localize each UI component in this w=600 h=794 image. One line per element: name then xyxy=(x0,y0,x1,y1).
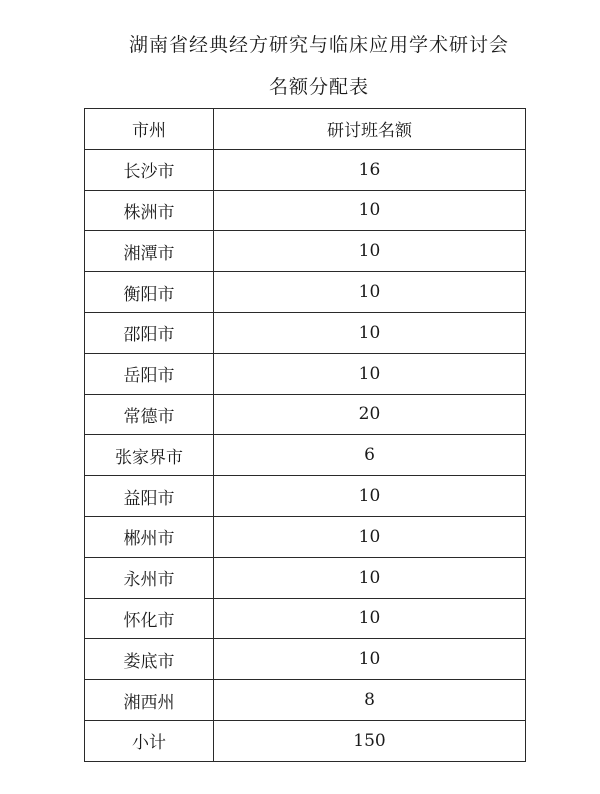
quota-cell: 8 xyxy=(214,680,526,721)
table-row xyxy=(85,557,526,598)
total-label: 小计 xyxy=(85,720,214,761)
quota-cell: 10 xyxy=(214,312,526,353)
table-row xyxy=(85,476,526,517)
city-cell: 娄底市 xyxy=(85,639,214,680)
total-value: 150 xyxy=(214,720,526,761)
quota-cell: 10 xyxy=(214,231,526,272)
quota-cell: 10 xyxy=(214,272,526,313)
table-row xyxy=(85,639,526,680)
table-row xyxy=(85,435,526,476)
quota-cell: 16 xyxy=(214,149,526,190)
table-row xyxy=(85,394,526,435)
header-quota: 研讨班名额 xyxy=(214,109,526,150)
city-cell: 岳阳市 xyxy=(85,353,214,394)
city-cell: 邵阳市 xyxy=(85,312,214,353)
city-cell: 湘西州 xyxy=(85,680,214,721)
table-row xyxy=(85,272,526,313)
table-row xyxy=(85,516,526,557)
city-cell: 益阳市 xyxy=(85,476,214,517)
table-row xyxy=(85,680,526,721)
document-subtitle: 名额分配表 xyxy=(268,76,369,98)
quota-table xyxy=(84,108,526,762)
quota-cell: 10 xyxy=(214,476,526,517)
table-row xyxy=(85,231,526,272)
quota-cell: 10 xyxy=(214,639,526,680)
document-title: 湖南省经典经方研究与临床应用学术研讨会 xyxy=(128,34,509,56)
table-row xyxy=(85,598,526,639)
city-cell: 衡阳市 xyxy=(85,272,214,313)
city-cell: 永州市 xyxy=(85,557,214,598)
total-row xyxy=(85,720,526,761)
city-cell: 郴州市 xyxy=(85,516,214,557)
table-row xyxy=(85,353,526,394)
table-header-row xyxy=(85,109,526,150)
city-cell: 长沙市 xyxy=(85,149,214,190)
quota-cell: 6 xyxy=(214,435,526,476)
quota-cell: 10 xyxy=(214,557,526,598)
header-city: 市州 xyxy=(85,109,214,150)
quota-cell: 10 xyxy=(214,598,526,639)
city-cell: 常德市 xyxy=(85,394,214,435)
city-cell: 株洲市 xyxy=(85,190,214,231)
city-cell: 湘潭市 xyxy=(85,231,214,272)
city-cell: 怀化市 xyxy=(85,598,214,639)
table-row xyxy=(85,190,526,231)
quota-cell: 20 xyxy=(214,394,526,435)
quota-cell: 10 xyxy=(214,353,526,394)
quota-cell: 10 xyxy=(214,516,526,557)
city-cell: 张家界市 xyxy=(85,435,214,476)
table-row xyxy=(85,312,526,353)
table-row xyxy=(85,149,526,190)
quota-cell: 10 xyxy=(214,190,526,231)
